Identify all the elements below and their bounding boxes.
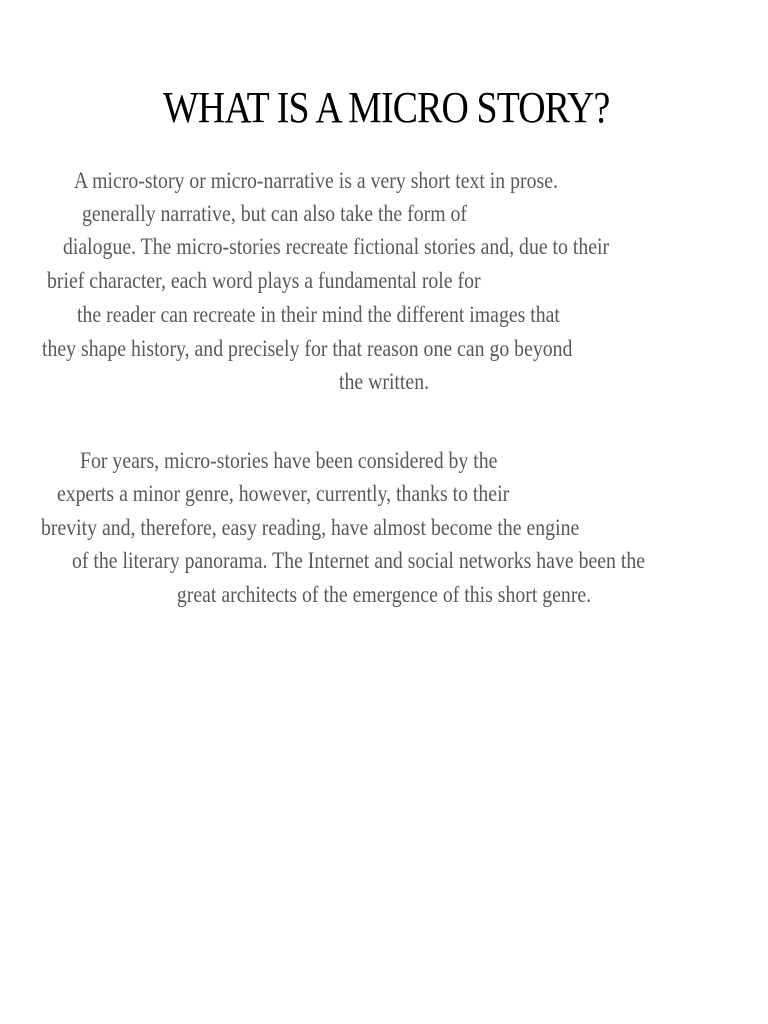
paragraph-1-line-1: A micro-story or micro-narrative is a very short text in prose. [74,168,558,193]
paragraph-1-line-4: brief character, each word plays a fundamental role for [47,268,481,293]
page-title: WHAT IS A MICRO STORY? [163,83,610,132]
paragraph-1-line-6: they shape history, and precisely for that reason one can go beyond [42,336,573,361]
paragraph-1-line-2: generally narrative, but can also take the form of [82,201,467,226]
paragraph-1-line-5: the reader can recreate in their mind the different images that [77,302,560,327]
paragraph-1-line-3: dialogue. The micro-stories recreate fictional stories and, due to their [63,234,610,259]
paragraph-2-line-5: great architects of the emergence of this short genre. [176,582,592,607]
paragraph-2-line-1: For years, micro-stories have been considered by the [80,448,498,473]
paragraph-2-line-2: experts a minor genre, however, currently, thanks to their [57,481,510,506]
paragraph-1-line-7: the written. [338,369,430,394]
paragraph-2-line-3: brevity and, therefore, easy reading, have almost become the engine [41,515,580,540]
paragraph-2-line-4: of the literary panorama. The Internet and social networks have been the [72,548,646,573]
